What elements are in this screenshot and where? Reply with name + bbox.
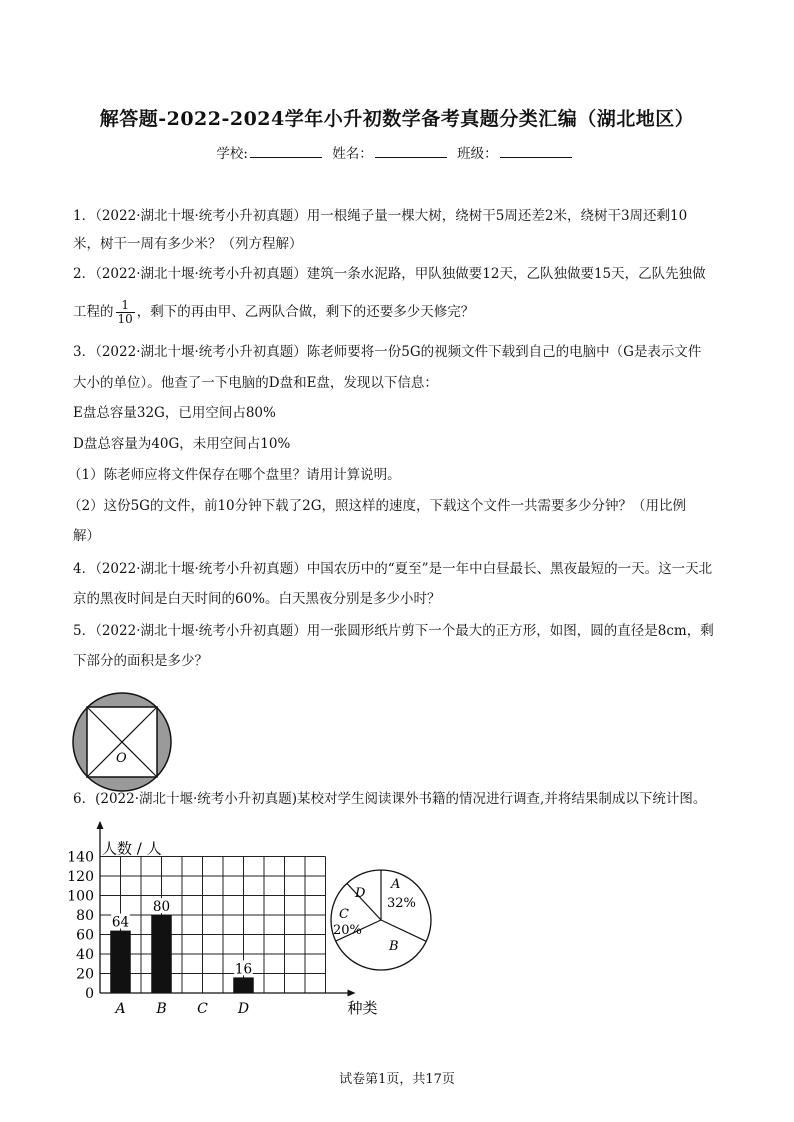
school-blank bbox=[250, 145, 322, 158]
q3-line2: 大小的单位）。他查了一下电脑的D盘和E盘，发现以下信息： bbox=[73, 375, 438, 391]
pie-slice-percent: 32% bbox=[387, 896, 416, 911]
q3-line4: D盘总容量为40G，未用空间占10% bbox=[73, 436, 291, 452]
q3-line3: E盘总容量32G，已用空间占80% bbox=[73, 405, 276, 421]
q3-sub2-line1: （2）这份5G的文件，前10分钟下载了2G，照这样的速度，下载这个文件一共需要多少分钟？（用比例 bbox=[68, 498, 687, 514]
q2-line2-post: ，剩下的再由甲、乙两队合做，剩下的还要多少天修完？ bbox=[136, 304, 475, 320]
name-label: 姓名： bbox=[332, 146, 373, 162]
pie-chart bbox=[325, 866, 437, 974]
bar bbox=[233, 977, 254, 993]
school-label: 学校: bbox=[216, 146, 248, 162]
y-tick-label: 0 bbox=[85, 986, 94, 1002]
q2-line2-pre: 工程的 bbox=[73, 304, 114, 320]
x-axis-arrow bbox=[348, 990, 356, 997]
student-info-line bbox=[0, 142, 794, 162]
q6-line1: 6．(2022·湖北十堰·统考小升初真题)某校对学生阅读课外书籍的情况进行调查,并将结果制成以下统计图。 bbox=[73, 791, 707, 807]
q3-line1: 3．（2022·湖北十堰·统考小升初真题）陈老师要将一份5G的视频文件下载到自己的电脑中（G是表示文件 bbox=[73, 344, 702, 360]
pie-slice-label: B bbox=[389, 939, 399, 954]
fraction-denominator: 10 bbox=[117, 312, 133, 326]
pie-slice-label: D bbox=[355, 886, 366, 901]
circle-square-figure bbox=[66, 688, 178, 796]
q4-line2: 京的黑夜时间是白天时间的60%。白天黑夜分别是多少小时？ bbox=[73, 591, 441, 607]
y-tick-label: 20 bbox=[76, 966, 94, 983]
y-axis-arrow bbox=[97, 821, 104, 829]
q1-line2: 米，树干一周有多少米？（列方程解） bbox=[73, 236, 303, 252]
y-tick-label: 40 bbox=[76, 947, 94, 963]
x-tick-label: A bbox=[115, 1001, 126, 1017]
q4-line1: 4．（2022·湖北十堰·统考小升初真题）中国农历中的“夏至”是一年中白昼最长、黑夜最短的一天。这一天北 bbox=[73, 561, 713, 577]
x-tick-label: B bbox=[156, 1001, 167, 1017]
q2-line2 bbox=[73, 297, 723, 327]
class-blank bbox=[500, 145, 572, 158]
y-tick-label: 120 bbox=[67, 869, 94, 885]
x-tick-label: D bbox=[237, 1001, 250, 1017]
fraction-numerator: 1 bbox=[116, 299, 135, 313]
x-tick-label: C bbox=[197, 1001, 208, 1017]
data-label: 64 bbox=[111, 914, 130, 931]
y-tick-label: 100 bbox=[67, 888, 94, 905]
figure-center-label: O bbox=[116, 751, 127, 766]
page-footer: 试卷第1页，共17页 bbox=[339, 1072, 455, 1087]
y-tick-label: 140 bbox=[67, 849, 94, 866]
class-label: 班级： bbox=[457, 146, 498, 162]
name-blank bbox=[375, 145, 447, 158]
fraction-one-tenth bbox=[116, 299, 135, 326]
y-axis-label: 人数 / 人 bbox=[102, 839, 162, 858]
q1-line1: 1．（2022·湖北十堰·统考小升初真题）用一根绳子量一棵大树，绕树干5周还差2米，绕树干3周还剩10 bbox=[73, 208, 688, 224]
q5-line2: 下部分的面积是多少？ bbox=[73, 653, 208, 669]
bar bbox=[151, 915, 172, 993]
bar bbox=[110, 931, 131, 993]
page-title: 解答题-2022-2024学年小升初数学备考真题分类汇编（湖北地区） bbox=[99, 108, 695, 130]
q3-sub2-line2: 解） bbox=[73, 528, 100, 544]
pie-slice-label: C bbox=[339, 907, 349, 922]
bar-chart bbox=[60, 818, 378, 1028]
data-label: 16 bbox=[234, 961, 253, 978]
pie-slice-label: A bbox=[391, 877, 401, 892]
pie-slice-percent: 20% bbox=[333, 923, 362, 938]
x-axis-label: 种类 bbox=[347, 999, 378, 1017]
y-tick-label: 80 bbox=[76, 908, 94, 924]
q3-sub1: （1）陈老师应将文件保存在哪个盘里？请用计算说明。 bbox=[68, 467, 401, 483]
y-tick-label: 60 bbox=[76, 927, 94, 944]
q2-line1: 2．（2022·湖北十堰·统考小升初真题）建筑一条水泥路，甲队独做要12天，乙队独做要15天，乙队先独做 bbox=[73, 266, 706, 282]
q5-line1: 5．（2022·湖北十堰·统考小升初真题）用一张圆形纸片剪下一个最大的正方形，如图，圆的直径是8cm，剩 bbox=[73, 623, 714, 639]
data-label: 80 bbox=[152, 899, 171, 915]
